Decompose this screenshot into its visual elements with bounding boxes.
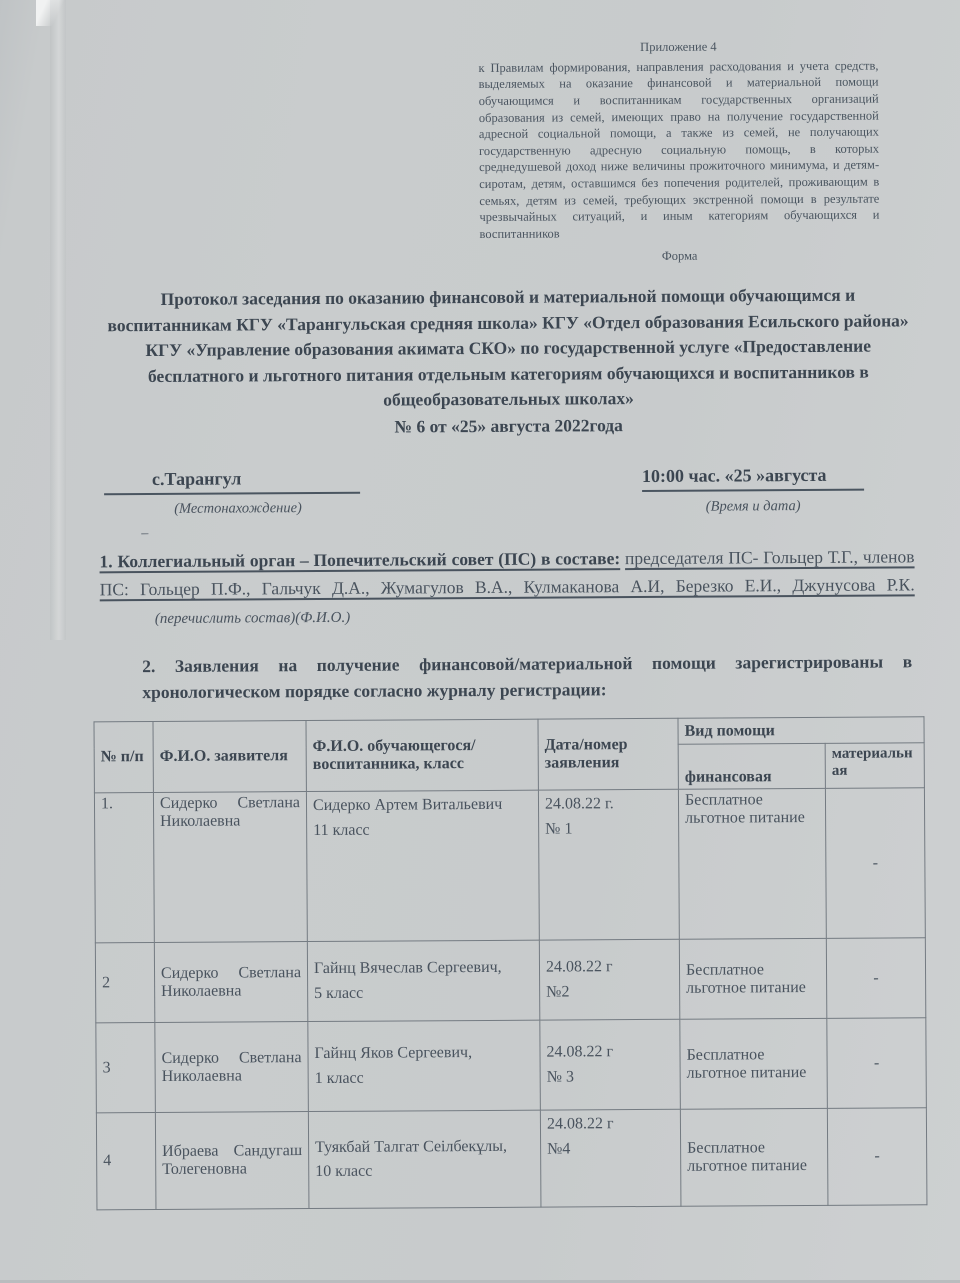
location-block xyxy=(104,468,360,520)
cell-student xyxy=(308,1110,541,1208)
form-label: Форма xyxy=(661,248,698,263)
cell-applicant: Сидерко Светлана Николаевна xyxy=(153,792,307,943)
cell-num: 2 xyxy=(95,943,154,1023)
applications-paragraph: 2. Заявления на получение финансовой/материальной помощи зарегистрированы в хронологическом порядке согласно журналу регистрации: xyxy=(142,651,913,703)
location-value: с.Тарангул xyxy=(104,468,360,496)
stray-dash: – xyxy=(141,525,149,541)
application-date: 24.08.22 г. xyxy=(544,795,614,813)
cell-num: 1. xyxy=(94,793,154,943)
cell-date xyxy=(539,940,679,1021)
col-header-aid-group: Вид помощи xyxy=(678,717,924,745)
collegial-body-members: председателя ПС- Гольцер Т.Г., членов ПС: Гольцер П.Ф., Гальчук Д.А., Жумагулов В.А., Кулмаканова А.И, Березко Е.И., Джунусова Р.К. xyxy=(99,546,915,600)
application-number: №4 xyxy=(547,1140,571,1158)
cell-num: 3 xyxy=(96,1023,156,1113)
student-class: 5 класс xyxy=(314,984,364,1002)
cell-material-aid: - xyxy=(827,1108,927,1206)
cell-applicant: Ибраева Сандугаш Толегеновна xyxy=(155,1112,309,1210)
col-header-financial: финансовая xyxy=(678,744,825,790)
cell-financial-aid: Бесплатное льготное питание xyxy=(680,1019,828,1110)
student-class: 10 класс xyxy=(315,1163,373,1181)
document-title: Протокол заседания по оказанию финансовой и материальной помощи обучающимся и воспитанникам КГУ «Тарангульская средняя школа» КГУ «Отдел образования Есильского района» КГУ «Управление образования акимата СКО» по государственной услуге «Предоставление бесплатного и льготного питания отдельным категориям обучающихся и воспитанников в общеобразовательных школах» xyxy=(107,284,909,410)
cell-date xyxy=(540,1110,681,1208)
cell-material-aid: - xyxy=(827,1018,927,1109)
application-number: № 1 xyxy=(545,820,573,838)
application-number: № 3 xyxy=(546,1068,574,1086)
cell-financial-aid: Бесплатное льготное питание xyxy=(679,939,826,1020)
cell-num: 4 xyxy=(96,1113,156,1210)
application-date: 24.08.22 г xyxy=(546,1115,614,1133)
col-header-material: материальная xyxy=(825,743,924,789)
document-number-line: № 6 от «25» августа 2022года xyxy=(394,414,623,437)
cell-date xyxy=(538,790,679,941)
application-date: 24.08.22 г xyxy=(545,958,613,976)
cell-financial-aid: Бесплатное льготное питание xyxy=(678,789,826,940)
col-header-date: Дата/номер заявления xyxy=(538,719,678,791)
col-header-student: Ф.И.О. обучающегося/ воспитанника, класс xyxy=(306,720,538,792)
meta-row xyxy=(104,465,864,520)
appendix-body-text: к Правилам формирования, направления расходования и учета средств, выделяемых на оказание финансовой и материальной помощи обучающимся и воспитанникам государственных организаций образования из семей, имеющих право на получение государственной адресной социальной помощи, а также из семей, не получающих государственную адресную социальную помощь, в которых среднедушевой доход ниже величины прожиточного минимума, и детям-сиротам, детям, оставшимся без попечения родителей, проживающим в семьях, детям из семей, требующих экстренной помощи в результате чрезвычайных ситуаций, и иным категориям обучающихся и воспитанников xyxy=(478,58,880,241)
cell-material-aid: - xyxy=(826,938,925,1019)
datetime-caption: (Время и дата) xyxy=(705,497,801,515)
datetime-block xyxy=(642,465,864,516)
cell-applicant: Сидерко Светлана Николаевна xyxy=(154,942,307,1023)
cell-student xyxy=(307,941,539,1022)
composition-caption: (перечислить состав)(Ф.И.О.) xyxy=(154,609,351,627)
student-name: Туякбай Талгат Сеілбекұлы, xyxy=(315,1137,508,1156)
datetime-value: 10:00 час. «25 »августа xyxy=(642,465,864,492)
col-header-applicant: Ф.И.О. заявителя xyxy=(153,721,306,793)
cell-student xyxy=(308,1021,541,1112)
cell-material-aid: - xyxy=(825,788,925,939)
table-row-4 xyxy=(96,1108,927,1210)
collegial-body-paragraph xyxy=(99,542,914,631)
location-caption: (Местонахождение) xyxy=(174,499,302,517)
applications-table xyxy=(93,717,927,1211)
student-name: Гайнц Яков Сергеевич, xyxy=(314,1044,473,1063)
cell-applicant: Сидерко Светлана Николаевна xyxy=(155,1022,309,1113)
collegial-body-lead: 1. Коллегиальный орган – Попечительский совет (ПС) в составе: xyxy=(99,548,621,572)
cell-financial-aid: Бесплатное льготное питание xyxy=(680,1109,828,1207)
table-row-3 xyxy=(96,1018,927,1113)
col-header-num: № п/п xyxy=(94,722,153,793)
application-date: 24.08.22 г xyxy=(546,1043,614,1061)
table-row-1 xyxy=(94,788,925,943)
cell-date xyxy=(540,1020,681,1111)
appendix-label: Приложение 4 xyxy=(640,39,717,55)
cell-student xyxy=(306,791,539,942)
application-number: №2 xyxy=(546,983,570,1001)
student-name: Гайнц Вячеслав Сергеевич, xyxy=(313,958,502,978)
student-class: 1 класс xyxy=(314,1069,364,1087)
student-name: Сидерко Артем Витальевич xyxy=(312,796,503,815)
table-row-2 xyxy=(95,938,925,1023)
appendix-block xyxy=(478,38,879,266)
student-class: 11 класс xyxy=(313,821,370,840)
